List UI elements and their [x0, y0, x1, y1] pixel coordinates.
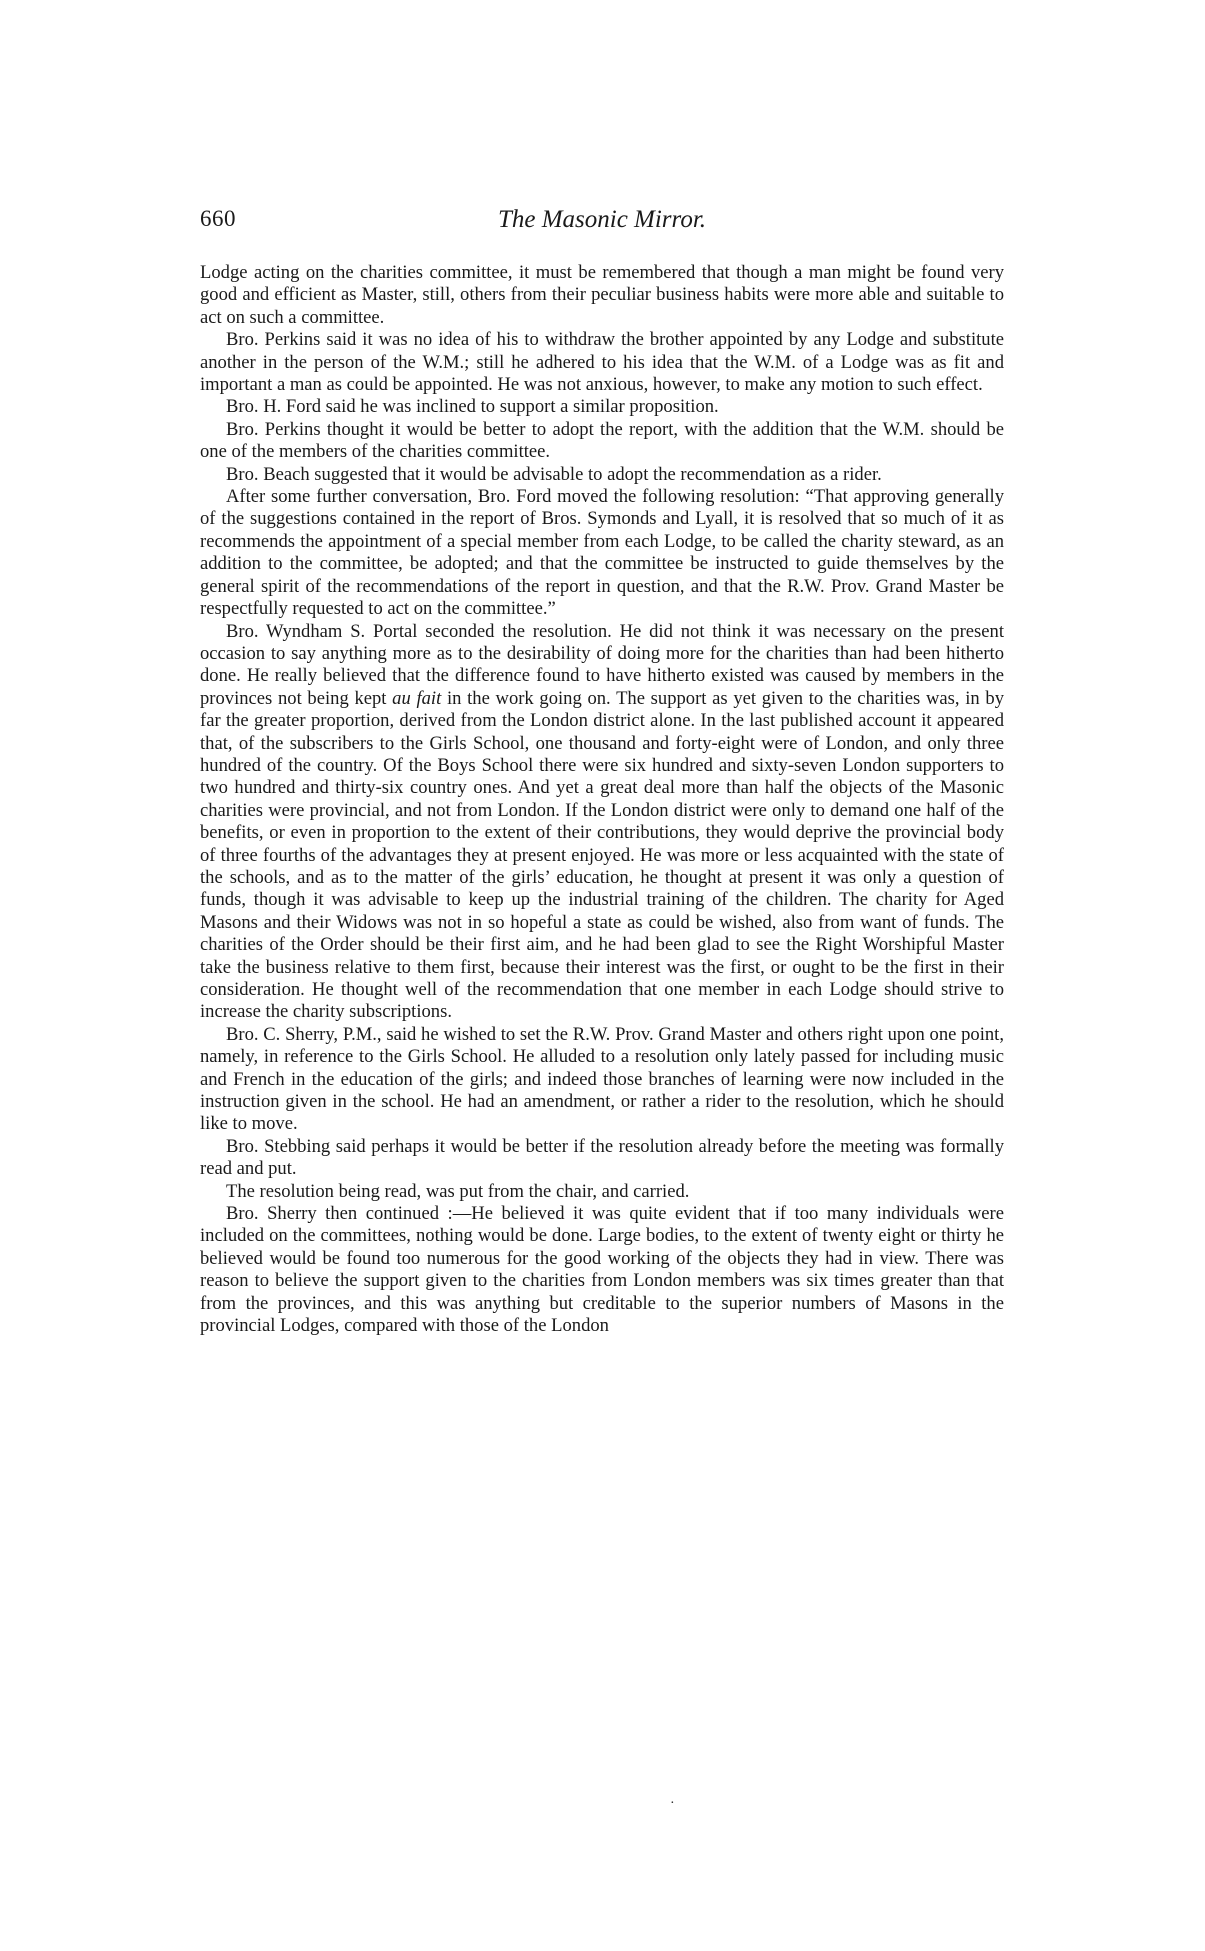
paragraph-sherry: Bro. C. Sherry, P.M., said he wished to set the R.W. Prov. Grand Master and others right upon one point, namely, in reference to the Girls School. He alluded to a resolution only lately passed for including music and French in the education of the girls; and indeed those branches of learning were now included in the instruction given in the school. He had an amendment, or rather a rider to the resolution, which he should like to move. [200, 1023, 1004, 1135]
paragraph-continued: Lodge acting on the charities committee, it must be remembered that though a man might be found very good and efficient as Master, still, others from their peculiar business habits were more able and suitable to act on such a committee. [200, 262, 1004, 328]
running-title: The Masonic Mirror. [497, 206, 707, 233]
paragraph-portal-part-2: in the work going on. The support as yet given to the charities was, in by far the greater proportion, derived from the London district alone. In the last published account it appeared that, of the subscribers to the Girls School, one thousand and forty-eight were of London, and only three hundred of the country. Of the Boys School there were six hundred and sixty-seven London supporters to two hundred and thirty-six country ones. And yet a great deal more than half the objects of the Masonic charities were provincial, and not from London. If the London district were only to demand one half of the benefits, or even in proportion to the extent of their contributions, they would deprive the provincial body of three fourths of the advantages they at present enjoyed. He was more or less acquainted with the state of the schools, and as to the matter of the girls’ education, he thought at present it was only a question of funds, though it was advisable to keep up the industrial training of the children. The charity for Aged Masons and their Widows was not in so hopeful a state as could be wished, also from want of funds. The charities of the Order should be their first aim, and he had been glad to see the Right Worshipful Master take the business relative to them first, because their interest was the first, or ought to be the first in their consideration. He thought well of the recommendation that one member in each Lodge should strive to increase the charity subscriptions. [200, 687, 1004, 1023]
paragraph-perkins-report: Bro. Perkins thought it would be better to adopt the report, with the addition that the W.M. should be one of the members of the charities committee. [200, 418, 1004, 463]
print-mark: · [670, 1796, 675, 1811]
paragraph-perkins: Bro. Perkins said it was no idea of his to withdraw the brother appointed by any Lodge and substitute another in the person of the W.M.; still he adhered to his idea that the W.M. of a Lodge was as fit and important a man as could be appointed. He was not anxious, however, to make any motion to such effect. [200, 329, 1004, 396]
italic-phrase: au fait [392, 687, 442, 709]
paragraph-portal [200, 621, 1004, 1024]
page-header [200, 206, 1004, 242]
paragraph-ford: Bro. H. Ford said he was inclined to support a similar proposition. [226, 396, 719, 418]
paragraph-portal-part-1: Bro. Wyndham S. Portal seconded the resolution. He did not think it was necessary on the present occasion to say anything more as to the desirability of doing more for the charities than had been hitherto done. He really believed that the difference found to have hitherto existed was caused by members in the provinces not being kept [200, 620, 1004, 709]
paragraph-sherry-continued: Bro. Sherry then continued :—He believed it was quite evident that if too many individuals were included on the committees, nothing would be done. Large bodies, to the extent of twenty eight or thirty he believed would be found too numerous for the good working of the objects they had in view. There was reason to believe the support given to the charities from London members was six times greater than that from the provinces, and this was anything but creditable to the superior numbers of Masons in the provincial Lodges, compared with those of the London [200, 1203, 1004, 1337]
page-number: 660 [200, 206, 236, 231]
article-body [200, 262, 1004, 1338]
paragraph-carried: The resolution being read, was put from the chair, and carried. [226, 1180, 690, 1202]
paragraph-stebbing: Bro. Stebbing said perhaps it would be better if the resolution already before the meeting was formally read and put. [200, 1135, 1004, 1180]
paragraph-beach: Bro. Beach suggested that it would be advisable to adopt the recommendation as a rider. [226, 463, 882, 485]
paragraph-resolution: After some further conversation, Bro. Ford moved the following resolution: “That approving generally of the suggestions contained in the report of Bros. Symonds and Lyall, it is resolved that so much of it as recommends the appointment of a special member from each Lodge, to be called the charity steward, as an addition to the committee, be adopted; and that the committee be instructed to guide themselves by the general spirit of the recommendations of the report in question, and that the R.W. Prov. Grand Master be respectfully requested to act on the committee.” [200, 486, 1004, 620]
